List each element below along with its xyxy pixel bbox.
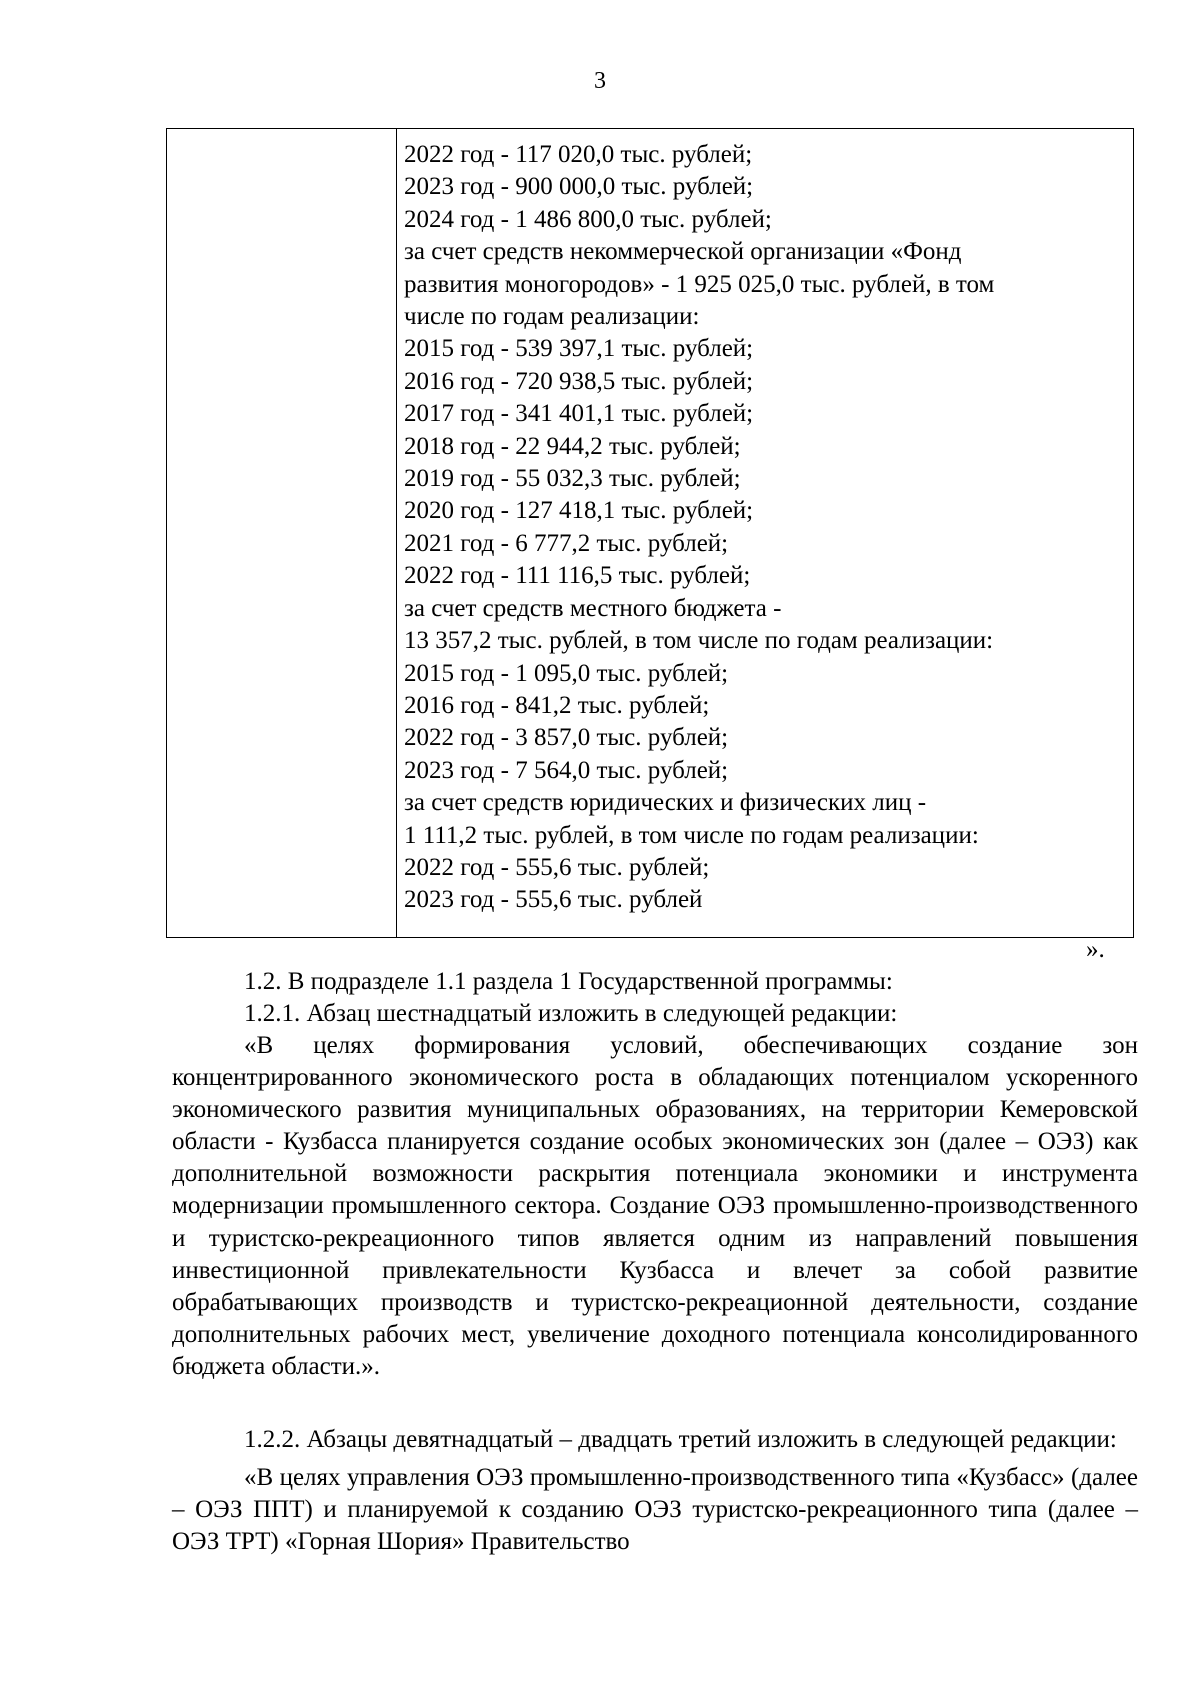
funding-line: 2024 год - 1 486 800,0 тыс. рублей;: [404, 205, 772, 233]
paragraph-quote-oez: «В целях формирования условий, обеспечивающих создание зон концентрированного экономического роста в обладающих потенциалом ускоренного экономического развития муниципальных образованиях, на территории Кемеровской области - Кузбасса планируется создание особых экономических зон (далее – ОЭЗ) как дополнительной возможности раскрытия потенциала экономики и инструмента модернизации промышленного сектора. Создание ОЭЗ промышленно-производственного и туристско-рекреационного типов является одним из направлений повышения инвестиционной привлекательности Кузбасса и влечет за собой развитие обрабатывающих производств и туристско-рекреационной деятельности, создание дополнительных рабочих мест, увеличение доходного потенциала консолидированного бюджета области.».: [172, 1032, 1138, 1380]
funding-table-right-cell: [404, 139, 1125, 917]
funding-line: 2015 год - 539 397,1 тыс. рублей;: [404, 335, 754, 363]
funding-line: 2022 год - 117 020,0 тыс. рублей;: [404, 141, 753, 168]
paragraph-1-2: 1.2. В подразделе 1.1 раздела 1 Государственной программы:: [244, 968, 893, 995]
funding-line: 2019 год - 55 032,3 тыс. рублей;: [404, 465, 741, 493]
funding-line: 2021 год - 6 777,2 тыс. рублей;: [404, 529, 729, 557]
body-text-upper: [172, 966, 1138, 1383]
table-column-divider: [396, 129, 397, 937]
funding-line: числе по годам реализации:: [404, 303, 700, 331]
funding-line: за счет средств местного бюджета -: [404, 594, 782, 622]
page-number: 3: [594, 68, 606, 94]
funding-line: 2015 год - 1 095,0 тыс. рублей;: [404, 659, 729, 687]
body-text-lower: [172, 1424, 1138, 1558]
funding-line: 2016 год - 841,2 тыс. рублей;: [404, 691, 710, 719]
funding-line: 2020 год - 127 418,1 тыс. рублей;: [404, 497, 754, 525]
funding-line: 2023 год - 555,6 тыс. рублей: [404, 886, 703, 914]
paragraph-1-2-1: 1.2.1. Абзац шестнадцатый изложить в следующей редакции:: [244, 1000, 898, 1027]
funding-line: 2022 год - 555,6 тыс. рублей;: [404, 853, 710, 881]
funding-line: 2022 год - 3 857,0 тыс. рублей;: [404, 724, 729, 752]
funding-line: 2016 год - 720 938,5 тыс. рублей;: [404, 367, 754, 395]
funding-line: за счет средств юридических и физических лиц -: [404, 789, 927, 817]
funding-line: 2018 год - 22 944,2 тыс. рублей;: [404, 432, 741, 460]
paragraph-1-2-2: 1.2.2. Абзацы девятнадцатый – двадцать третий изложить в следующей редакции:: [244, 1426, 1117, 1453]
closing-quote: ».: [1086, 936, 1105, 963]
funding-line: 13 357,2 тыс. рублей, в том числе по годам реализации:: [404, 627, 994, 655]
funding-table: [166, 128, 1134, 938]
funding-line: развития моногородов» - 1 925 025,0 тыс. рублей, в том: [404, 270, 995, 298]
paragraph-quote-management: «В целях управления ОЭЗ промышленно-производственного типа «Кузбасс» (далее – ОЭЗ ППТ) и планируемой к созданию ОЭЗ туристско-рекреационного типа (далее – ОЭЗ ТРТ) «Горная Шория» Правительство: [172, 1464, 1138, 1556]
funding-line: 2023 год - 7 564,0 тыс. рублей;: [404, 756, 729, 784]
funding-line: за счет средств некоммерческой организации «Фонд: [404, 238, 962, 266]
funding-line: 2022 год - 111 116,5 тыс. рублей;: [404, 562, 751, 590]
funding-line: 1 111,2 тыс. рублей, в том числе по годам реализации:: [404, 821, 979, 849]
funding-line: 2017 год - 341 401,1 тыс. рублей;: [404, 400, 754, 428]
funding-line: 2023 год - 900 000,0 тыс. рублей;: [404, 173, 754, 201]
